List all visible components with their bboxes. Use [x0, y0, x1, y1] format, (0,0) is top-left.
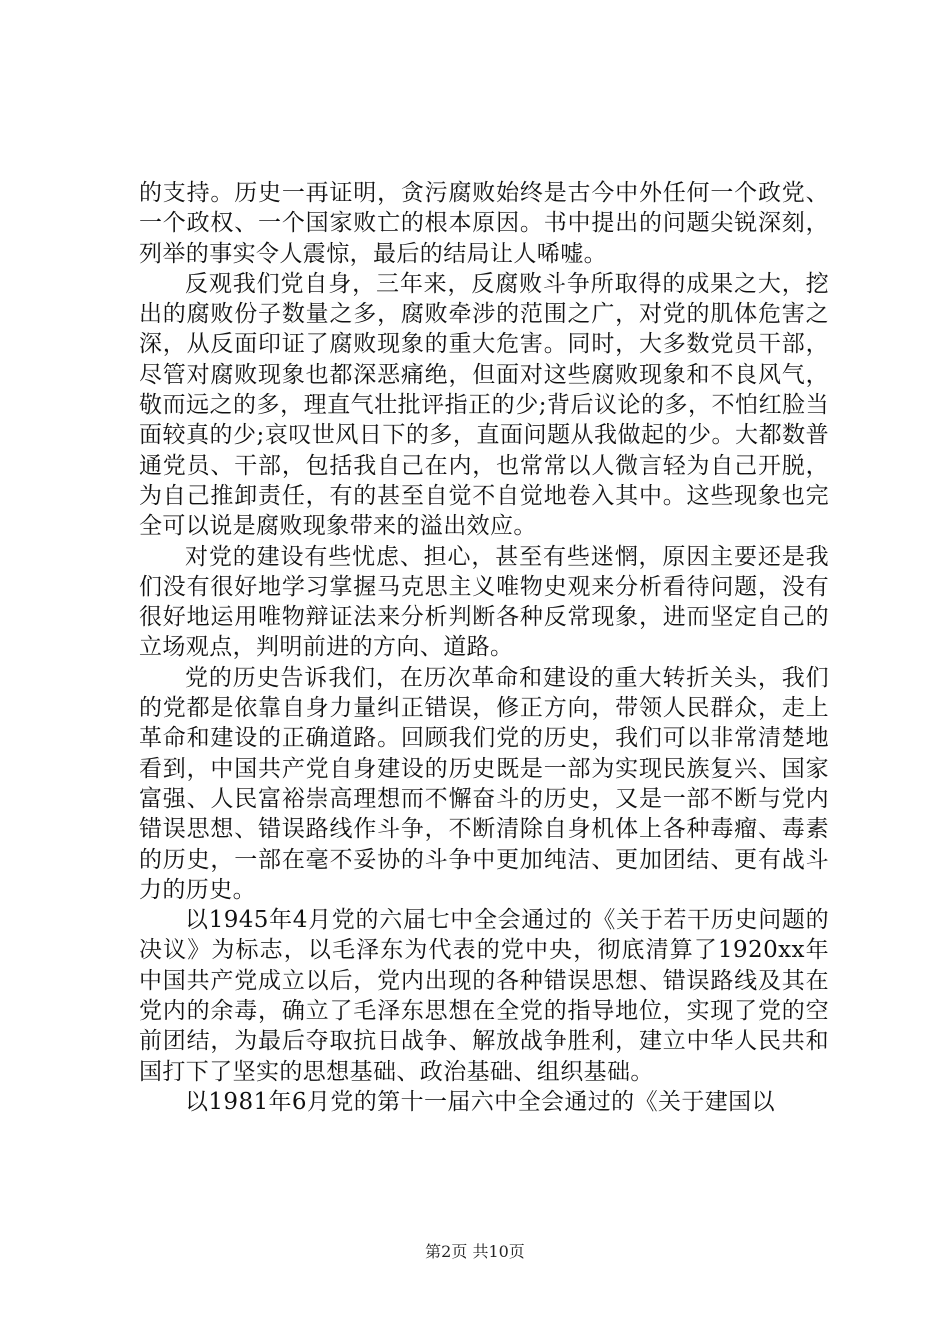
paragraph-party-history: 党的历史告诉我们，在历次革命和建设的重大转折关头，我们的党都是依靠自身力量纠正错误，修正方向，带领人民群众，走上革命和建设的正确道路。回顾我们党的历史，我们可以非常清楚地看到，中国共产党自身建设的历史既是一部为实现民族复兴、国家富强、人民富裕崇高理想而不懈奋斗的历史，又是一部不断与党内错误思想、错误路线作斗争，不断清除自身机体上各种毒瘤、毒素的历史，一部在毫不妥协的斗争中更加纯洁、更加团结、更有战斗力的历史。 [139, 664, 829, 903]
paragraph-1945-resolution: 以1945年4月党的六届七中全会通过的《关于若干历史问题的决议》为标志，以毛泽东为代表的党中央，彻底清算了1920xx年中国共产党成立以后，党内出现的各种错误思想、错误路线及其在党内的余毒，确立了毛泽东思想在全党的指导地位，实现了党的空前团结，为最后夺取抗日战争、解放战争胜利，建立中华人民共和国打下了坚实的思想基础、政治基础、组织基础。 [139, 907, 829, 1085]
page-footer: 第2页 共10页 [425, 1242, 525, 1261]
paragraph-continuation: 的支持。历史一再证明，贪污腐败始终是古今中外任何一个政党、一个政权、一个国家败亡的根本原因。书中提出的问题尖锐深刻，列举的事实令人震惊，最后的结局让人唏嘘。 [139, 180, 829, 267]
body-text [139, 178, 829, 1117]
paragraph-anti-corruption: 反观我们党自身，三年来，反腐败斗争所取得的成果之大，挖出的腐败份子数量之多，腐败牵涉的范围之广，对党的肌体危害之深，从反面印证了腐败现象的重大危害。同时，大多数党员干部，尽管对腐败现象也都深恶痛绝，但面对这些腐败现象和不良风气，敬而远之的多，理直气壮批评指正的少;背后议论的多，不怕红脸当面较真的少;哀叹世风日下的多，直面问题从我做起的少。大都数普通党员、干部，包括我自己在内，也常常以人微言轻为自己开脱，为自己推卸责任，有的甚至自觉不自觉地卷入其中。这些现象也完全可以说是腐败现象带来的溢出效应。 [139, 270, 829, 540]
paragraph-party-building-concerns: 对党的建设有些忧虑、担心，甚至有些迷惘，原因主要还是我们没有很好地学习掌握马克思主义唯物史观来分析看待问题，没有很好地运用唯物辩证法来分析判断各种反常现象，进而坚定自己的立场观点，判明前进的方向、道路。 [139, 543, 829, 661]
paragraph-1981-resolution: 以1981年6月党的第十一届六中全会通过的《关于建国以 [185, 1088, 775, 1115]
